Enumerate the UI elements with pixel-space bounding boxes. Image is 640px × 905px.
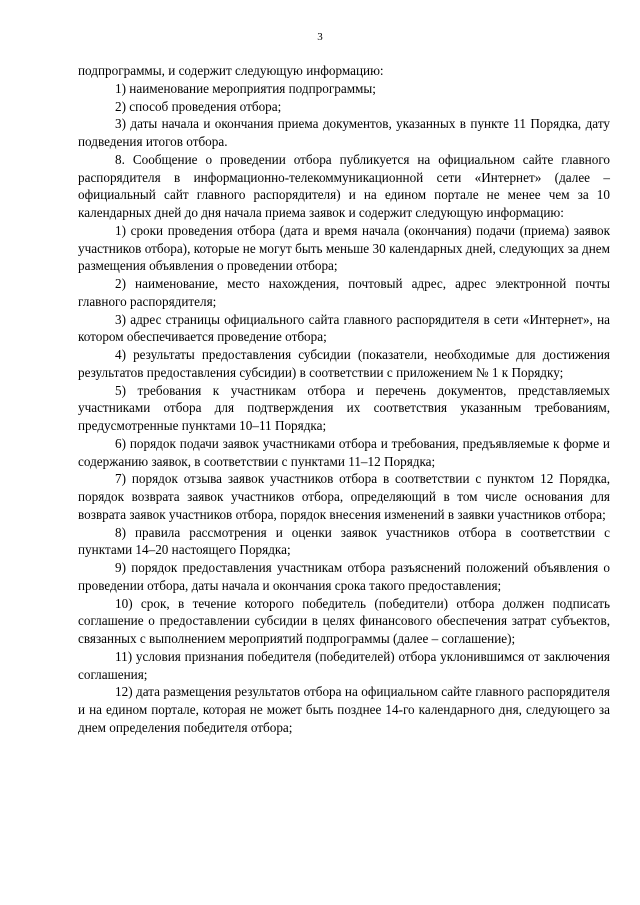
- document-body: [78, 62, 610, 737]
- paragraph: 10) срок, в течение которого победитель (победители) отбора должен подписать соглашение о предоставлении субсидии в целях финансового обеспечения затрат субъектов, связанных с выполнением мероприятий подпрограммы (далее – соглашение);: [78, 595, 610, 646]
- paragraph: 2) способ проведения отбора;: [115, 98, 282, 114]
- paragraph: 3) адрес страницы официального сайта главного распорядителя в сети «Интернет», на котором обеспечивается проведение отбора;: [78, 311, 610, 345]
- paragraph: 1) сроки проведения отбора (дата и время начала (окончания) подачи (приема) заявок участников отбора), которые не могут быть меньше 30 календарных дней, следующих за днем размещения объявления о проведении отбора;: [78, 222, 610, 274]
- paragraph: 6) порядок подачи заявок участниками отбора и требования, предъявляемые к форме и содержанию заявок, в соответствии с пунктами 11–12 Порядка;: [78, 435, 610, 469]
- paragraph: 12) дата размещения результатов отбора на официальном сайте главного распорядителя и на едином портале, которая не может быть позднее 14-го календарного дня, следующего за днем определения победителя отбора;: [78, 684, 610, 735]
- paragraph: 3) даты начала и окончания приема документов, указанных в пункте 11 Порядка, дату подведения итогов отбора.: [78, 116, 610, 149]
- paragraph: 8) правила рассмотрения и оценки заявок участников отбора в соответствии с пунктами 14–20 настоящего Порядка;: [78, 524, 610, 558]
- paragraph: 8. Сообщение о проведении отбора публикуется на официальном сайте главного распорядителя в информационно-телекоммуникационной сети «Интернет» (далее – официальный сайт главного распорядителя) и на едином портале не менее чем за 10 календарных дней до дня начала приема заявок и содержит следующую информацию:: [78, 151, 610, 220]
- paragraph: 2) наименование, место нахождения, почтовый адрес, адрес электронной почты главного распорядителя;: [78, 276, 610, 309]
- paragraph: 1) наименование мероприятия подпрограммы;: [115, 80, 376, 96]
- page-number: 3: [317, 31, 323, 43]
- paragraph: 9) порядок предоставления участникам отбора разъяснений положений объявления о проведении отбора, даты начала и окончания срока такого предоставления;: [78, 560, 610, 593]
- paragraph: 5) требования к участникам отбора и перечень документов, представляемых участниками отбора для подтверждения их соответствия указанным требованиям, предусмотренные пунктами 10–11 Порядка;: [78, 382, 610, 433]
- paragraph: 11) условия признания победителя (победителей) отбора уклонившимся от заключения соглашения;: [78, 648, 610, 682]
- paragraph: подпрограммы, и содержит следующую информацию:: [78, 63, 384, 78]
- paragraph: 4) результаты предоставления субсидии (показатели, необходимые для достижения результатов предоставления субсидии) в соответствии с приложением № 1 к Порядку;: [78, 347, 610, 380]
- paragraph: 7) порядок отзыва заявок участников отбора в соответствии с пунктом 12 Порядка, порядок возврата заявок участников отбора, определяющий в том числе основания для возврата заявок участников отбора, порядок внесения изменений в заявки участников отбора;: [78, 471, 610, 522]
